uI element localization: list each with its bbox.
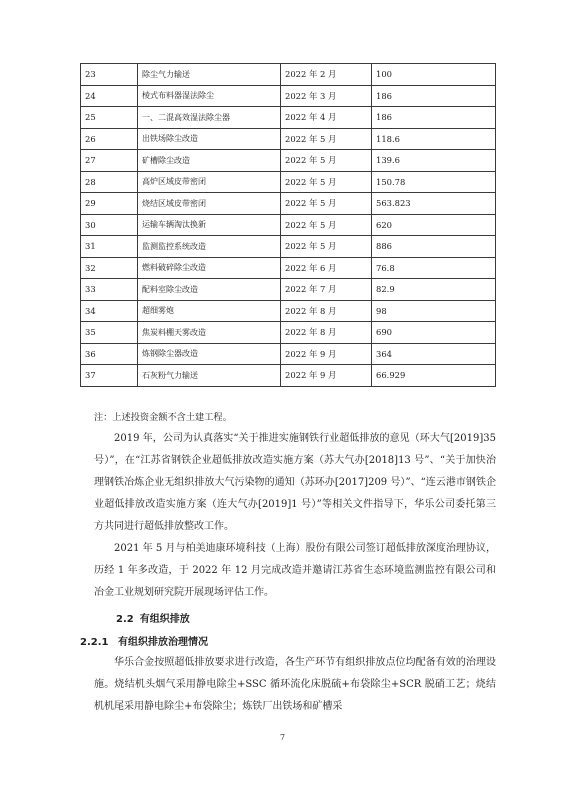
investment-amount: 364 — [372, 343, 496, 365]
table-row — [81, 150, 496, 172]
investment-amount: 690 — [372, 322, 496, 344]
table-row — [81, 279, 496, 301]
project-name: 燃料破碎除尘改造 — [138, 257, 281, 279]
investment-amount: 66.929 — [372, 365, 496, 387]
completion-date: 2022 年 6 月 — [281, 257, 372, 279]
project-name: 炼钢除尘器改造 — [138, 343, 281, 365]
row-number: 33 — [81, 279, 138, 301]
investment-amount: 150.78 — [372, 171, 496, 193]
completion-date: 2022 年 5 月 — [281, 236, 372, 258]
row-number: 27 — [81, 150, 138, 172]
investment-amount: 886 — [372, 236, 496, 258]
completion-date: 2022 年 9 月 — [281, 365, 372, 387]
completion-date: 2022 年 9 月 — [281, 343, 372, 365]
section-number: 2.2 — [116, 614, 134, 625]
table-row — [81, 236, 496, 258]
project-name: 焦炭料棚天雾改造 — [138, 322, 281, 344]
project-name: 一、二混高效湿法除尘器 — [138, 107, 281, 129]
project-table-body — [81, 64, 496, 387]
row-number: 31 — [81, 236, 138, 258]
completion-date: 2022 年 2 月 — [281, 64, 372, 86]
investment-amount: 563.823 — [372, 193, 496, 215]
page-number: 7 — [279, 733, 286, 742]
project-table — [80, 63, 496, 387]
completion-date: 2022 年 5 月 — [281, 214, 372, 236]
paragraph-2021-agreement: 2021 年 5 月与柏美迪康环境科技（上海）股份有限公司签订超低排放深度治理协议，历经 1 年多改造，于 2022 年 12 月完成改造并邀请江苏省生态环境监测监控有限公司和冶金工业规划研究院开展现场评估工作。 — [94, 543, 496, 598]
table-row — [81, 257, 496, 279]
row-number: 26 — [81, 128, 138, 150]
completion-date: 2022 年 5 月 — [281, 150, 372, 172]
table-row — [81, 107, 496, 129]
row-number: 25 — [81, 107, 138, 129]
row-number: 29 — [81, 193, 138, 215]
completion-date: 2022 年 5 月 — [281, 193, 372, 215]
table-row — [81, 300, 496, 322]
table-row — [81, 322, 496, 344]
project-name: 配料室除尘改造 — [138, 279, 281, 301]
row-number: 34 — [81, 300, 138, 322]
row-number: 32 — [81, 257, 138, 279]
row-number: 28 — [81, 171, 138, 193]
table-row — [81, 214, 496, 236]
investment-amount: 98 — [372, 300, 496, 322]
row-number: 30 — [81, 214, 138, 236]
project-name: 除尘气力输送 — [138, 64, 281, 86]
completion-date: 2022 年 8 月 — [281, 300, 372, 322]
table-row — [81, 128, 496, 150]
subsection-number: 2.2.1 — [80, 637, 109, 648]
row-number: 36 — [81, 343, 138, 365]
table-row — [81, 64, 496, 86]
paragraph-2019-policy: 2019 年，公司为认真落实“关于推进实施钢铁行业超低排放的意见（环大气[2019]35 号）”，在“江苏省钢铁企业超低排放改造实施方案（苏大气办[2018]13 号”、“关于加快治理钢铁冶炼企业无组织排放大气污染物的通知（苏环办[2017]209 号）”、“连云港市钢铁企业超低排放改造实施方案（连大气办[2019]1 号）”等相关文件指导下，华乐公司委托第三方共同进行超低排放整改工作。 — [94, 433, 496, 532]
investment-amount: 118.6 — [372, 128, 496, 150]
paragraph-treatment: 华乐合金按照超低排放要求进行改造，各生产环节有组织排放点位均配备有效的治理设施。烧结机头烟气采用静电除尘+SSC 循环流化床脱硫+布袋除尘+SCR 脱硝工艺；烧结机机尾采用静电除尘+布袋除尘；炼铁厂出铁场和矿槽采 — [94, 657, 496, 712]
subsection-title: 有组织排放治理情况 — [118, 637, 208, 648]
project-name: 烧结区域皮带密闭 — [138, 193, 281, 215]
investment-amount: 82.9 — [372, 279, 496, 301]
table-row — [81, 365, 496, 387]
project-name: 出铁场除尘改造 — [138, 128, 281, 150]
investment-amount: 100 — [372, 64, 496, 86]
table-row — [81, 193, 496, 215]
project-name: 运输车辆淘汰换新 — [138, 214, 281, 236]
table-row — [81, 343, 496, 365]
project-name: 棱式布料器湿法除尘 — [138, 85, 281, 107]
project-name: 监测监控系统改造 — [138, 236, 281, 258]
completion-date: 2022 年 5 月 — [281, 171, 372, 193]
investment-amount: 620 — [372, 214, 496, 236]
project-name: 石灰粉气力输送 — [138, 365, 281, 387]
section-title: 有组织排放 — [139, 614, 190, 625]
row-number: 24 — [81, 85, 138, 107]
row-number: 37 — [81, 365, 138, 387]
section-heading-2-2-1 — [80, 633, 208, 648]
completion-date: 2022 年 5 月 — [281, 128, 372, 150]
completion-date: 2022 年 7 月 — [281, 279, 372, 301]
investment-amount: 186 — [372, 107, 496, 129]
table-note: 注：上述投资金额不含土建工程。 — [94, 412, 232, 423]
row-number: 35 — [81, 322, 138, 344]
project-name: 矿槽除尘改造 — [138, 150, 281, 172]
project-name: 高炉区域皮带密闭 — [138, 171, 281, 193]
section-heading-2-2 — [116, 610, 190, 625]
table-row — [81, 171, 496, 193]
investment-amount: 76.8 — [372, 257, 496, 279]
table-row — [81, 85, 496, 107]
project-name: 超细雾炮 — [138, 300, 281, 322]
completion-date: 2022 年 3 月 — [281, 85, 372, 107]
investment-amount: 139.6 — [372, 150, 496, 172]
row-number: 23 — [81, 64, 138, 86]
completion-date: 2022 年 4 月 — [281, 107, 372, 129]
completion-date: 2022 年 8 月 — [281, 322, 372, 344]
investment-amount: 186 — [372, 85, 496, 107]
